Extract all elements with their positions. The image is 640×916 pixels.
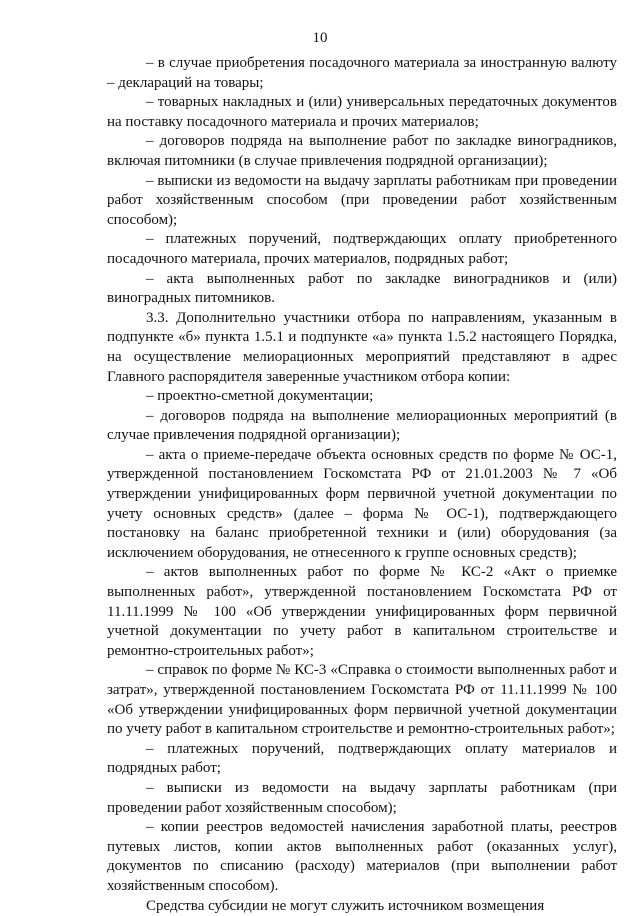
paragraph: – выписки из ведомости на выдачу зарплаты работникам (при проведении работ хозяйственным способом); [107,779,617,816]
paragraph-last: Средства субсидии не могут служить источником возмещения [146,897,545,914]
paragraph: – платежных поручений, подтверждающих оплату материалов и подрядных работ; [107,740,617,777]
paragraph: – справок по форме № КС-3 «Справка о стоимости выполненных работ и затрат», утвержденной постановлением Госкомстата РФ от 11.11.1999 № 100 «Об утверждении унифицированных форм первичной учетной документации по учету работ в капитальном строительстве и ремонтно-строительных работ»; [107,662,617,738]
document-body [107,54,617,916]
paragraph: – проектно-сметной документации; [146,388,374,405]
paragraph: – копии реестров ведомостей начисления заработной платы, реестров путевых листов, копии актов выполненных работ (оказанных услуг), документов по списанию (расходу) материалов (при выполнении работ хозяйственным способом). [107,819,617,894]
page-number: 10 [312,30,328,46]
paragraph: – платежных поручений, подтверждающих оплату приобретенного посадочного материала, прочих материалов, подрядных работ; [107,231,617,267]
paragraph: – акта о приеме-передаче объекта основных средств по форме № ОС-1, утвержденной постановлением Госкомстата РФ от 21.01.2003 № 7 «Об утверждении унифицированных форм первичной учетной документации по учету основных средств» (далее – форма № ОС-1), подтверждающего постановку на баланс приобретенной техники и (или) оборудования (за исключением оборудования, не отнесенного к группе основных средств); [107,446,617,561]
paragraph: – договоров подряда на выполнение мелиорационных мероприятий (в случае привлечения подрядной организации); [107,407,617,444]
paragraph: – товарных накладных и (или) универсальных передаточных документов на поставку посадочного материала и прочих материалов; [107,94,617,130]
paragraph: – выписки из ведомости на выдачу зарплаты работникам при проведении работ хозяйственным способом (при проведении работ хозяйственным способом); [107,172,617,228]
paragraph: – в случае приобретения посадочного материала за иностранную валюту – деклараций на товары; [107,55,617,91]
paragraph: – актов выполненных работ по форме № КС-2 «Акт о приемке выполненных работ», утвержденной постановлением Госкомстата РФ от 11.11.1999 № 100 «Об утверждении унифицированных форм первичной учетной документации по учету работ в капитальном строительстве и ремонтно-строительных работ»; [107,564,617,659]
paragraph-section-3-3: 3.3. Дополнительно участники отбора по направлениям, указанным в подпункте «б» пункта 1.5.1 и подпункте «а» пункта 1.5.2 настоящего Порядка, на осуществление мелиорационных мероприятий представляют в адрес Главного распорядителя заверенные участником отбора копии: [107,309,617,385]
paragraph: – договоров подряда на выполнение работ по закладке виноградников, включая питомники (в случае привлечения подрядной организации); [107,133,617,169]
paragraph: – акта выполненных работ по закладке виноградников и (или) виноградных питомников. [107,270,617,307]
